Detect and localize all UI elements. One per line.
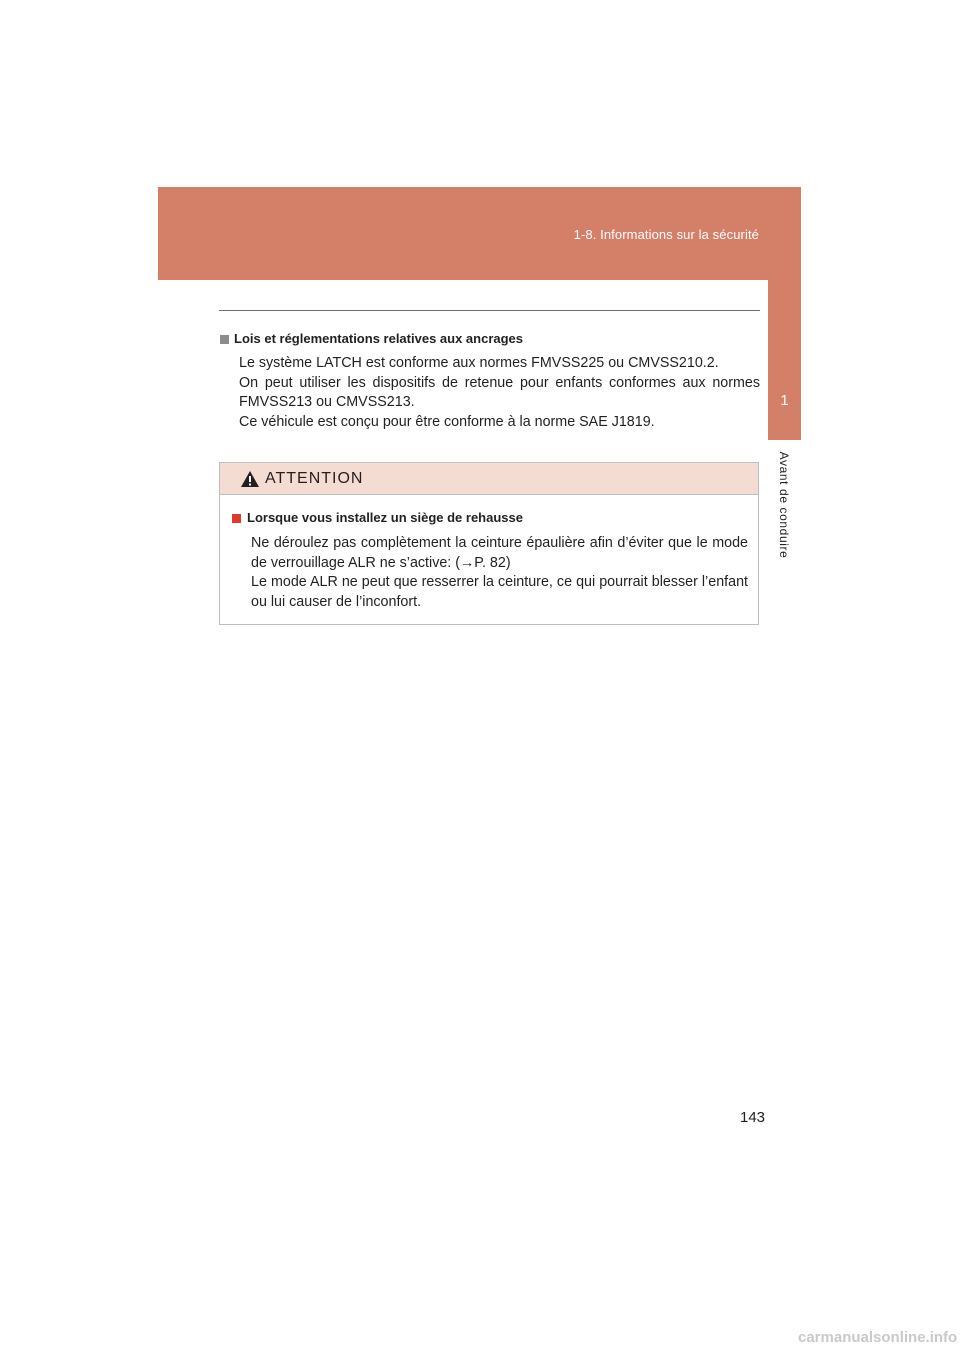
section-body (239, 354, 760, 432)
square-bullet-icon (220, 335, 229, 344)
anchorage-laws-section (220, 330, 760, 432)
caution-box (219, 462, 759, 625)
section-heading-text: Lois et réglementations relatives aux ancrages (234, 331, 524, 346)
page-number: 143 (740, 1109, 766, 1126)
caution-subheading-text: Lorsque vous installez un siège de rehausse (247, 510, 523, 525)
caution-title: ATTENTION (265, 469, 364, 487)
body-line: Le système LATCH est conforme aux normes FMVSS225 ou CMVSS210.2. (239, 355, 719, 371)
chapter-tab[interactable] (768, 280, 801, 440)
caution-paragraph: Ne déroulez pas complètement la ceinture épaulière afin d’éviter que le mode de verrouillage ALR ne s’active: (→P. 82) (251, 535, 748, 571)
warning-triangle-icon (240, 470, 260, 488)
header-band (158, 187, 801, 280)
chapter-number: 1 (780, 392, 789, 409)
caution-text (251, 534, 748, 612)
body-line: Ce véhicule est conçu pour être conforme à la norme SAE J1819. (239, 413, 655, 430)
section-divider (219, 310, 760, 311)
section-title: 1-8. Informations sur la sécurité (573, 227, 759, 242)
caution-subheading (232, 509, 748, 527)
red-square-bullet-icon (232, 514, 241, 523)
caution-paragraph: Le mode ALR ne peut que resserrer la ceinture, ce qui pourrait blesser l’enfant ou lui causer de l’inconfort. (251, 574, 748, 610)
caution-header (220, 463, 758, 495)
watermark: carmanualsonline.info (798, 1329, 958, 1346)
caution-body (220, 495, 758, 612)
body-line: On peut utiliser les dispositifs de retenue pour enfants conformes aux normes FMVSS213 ou CMVSS213. (239, 374, 760, 410)
section-heading (220, 330, 760, 348)
chapter-label: Avant de conduire (777, 451, 791, 559)
